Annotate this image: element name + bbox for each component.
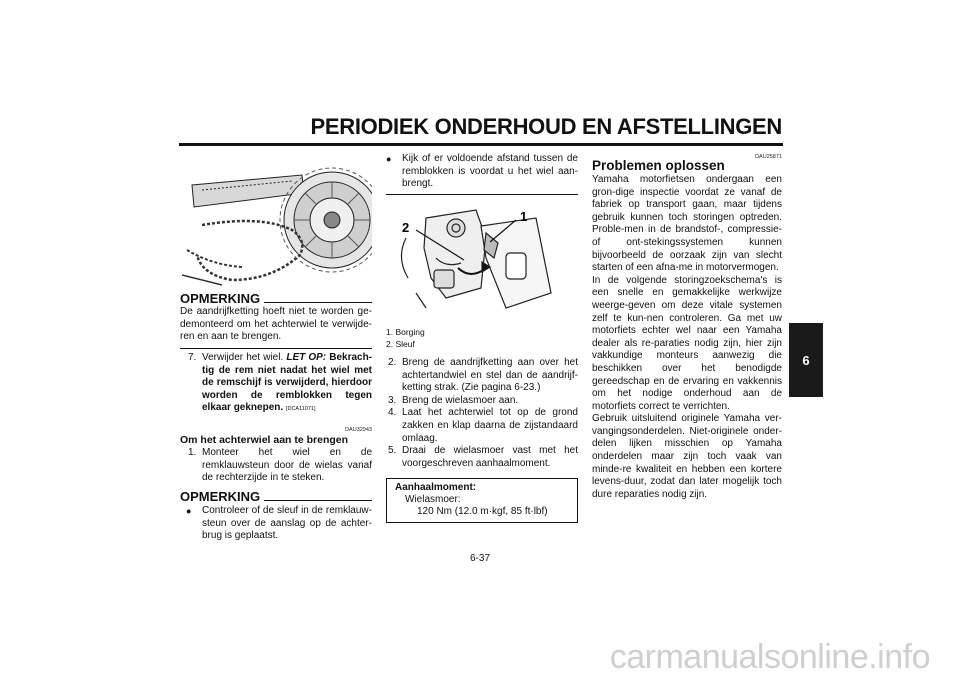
bullet-text: Kijk of er voldoende afstand tussen de remblokken is voordat u het wiel aan-brengt.	[402, 153, 578, 190]
torque-box	[386, 478, 578, 523]
section-code: DAU32943	[345, 427, 372, 433]
install-step	[388, 357, 578, 395]
note-heading-1	[180, 291, 372, 306]
note-bullet-2	[386, 153, 578, 191]
section-heading: Om het achterwiel aan te brengen	[180, 434, 349, 446]
note-heading-label: OPMERKING	[180, 489, 261, 504]
torque-title: Aanhaalmoment:	[395, 482, 477, 493]
bullet-icon: ●	[186, 506, 192, 516]
torque-label: Wielasmoer:	[405, 494, 461, 505]
section-heading: Problemen oplossen	[592, 158, 725, 173]
callout-1: 1	[520, 209, 528, 224]
header-rule	[179, 143, 783, 146]
note-rule	[264, 302, 372, 303]
step-text: Breng de wielasmoer aan.	[402, 394, 519, 406]
paragraph-2: In de volgende storingzoekschema's is een snelle en gemakkelijke werkwijze weerge-geven om deze vitale systemen zelf te kun-nen controleren. Ga met uw motorfiets echter wel naar een Yamaha dealer als re-paraties nodig zijn, hier zijn vakkundige monteurs aanwezig die beschikken over het benodigde gereedschap en de ervaring en vakkennis om het nodige onderhoud aan de motorfiets correct te verrichten.	[592, 274, 782, 412]
step-text: Draai de wielasmoer vast met het voorgeschreven aanhaalmoment.	[402, 445, 578, 469]
step-number: 2.	[388, 357, 397, 368]
step-text: Monteer het wiel en de remklauwsteun door de wielas vanaf de rechterzijde in te steken.	[202, 447, 372, 484]
caution-text: Bekrach-tig de rem niet nadat het wiel met de remschijf is verwijderd, hierdoor worden de remblokken tegen elkaar geknepen.	[202, 352, 373, 414]
section-code: DAU25871	[755, 154, 782, 160]
install-step-1	[188, 447, 372, 485]
figure-caption	[386, 326, 578, 350]
right-text	[592, 174, 782, 501]
step-text: Breng de aandrijfketting aan over het achtertandwiel en stel dan de aandrijf-ketting strak. (Zie pagina 6-23.)	[402, 357, 578, 394]
note-end-rule	[180, 348, 372, 349]
callout-2: 2	[402, 220, 410, 235]
torque-value: 120 Nm (12.0 m·kgf, 85 ft·lbf)	[417, 506, 548, 517]
step-text: Laat het achterwiel tot op de grond zakken en klap daarna de zijstandaard omlaag.	[402, 407, 578, 444]
step-number: 7.	[188, 352, 197, 363]
caption-item-2: 2. Sleuf	[386, 339, 415, 349]
step-7-text: Verwijder het wiel.	[202, 352, 284, 363]
paragraph-1: Yamaha motorfietsen ondergaan een gron-dige inspectie voordat ze vanaf de fabriek op transport gaan, maar tijdens gebruik kunnen toch storingen optreden. Proble-men in de brandstof-, compressie- of ont-stekingssystemen kunnen bijvoorbeeld de oorzaak zijn van slecht starten of een afna-me in motorvermogen.	[592, 174, 782, 274]
caution-code: [DCA11071]	[285, 406, 316, 413]
bullet-text: Controleer of de sleuf in de remklauw-steun over de aanslag op de achter-brug is geplaatst.	[202, 505, 372, 542]
step-number: 4.	[388, 407, 397, 419]
page-number: 6-37	[469, 553, 490, 564]
chapter-tab	[789, 323, 823, 397]
page-title: PERIODIEK ONDERHOUD EN AFSTELLINGEN	[310, 114, 782, 139]
chapter-number: 6	[802, 352, 810, 368]
brake-bracket-illustration	[386, 198, 578, 323]
note-end-rule	[386, 194, 578, 195]
install-step	[388, 445, 578, 470]
install-steps	[388, 357, 578, 470]
note-heading-2	[180, 489, 372, 504]
caption-item-1: 1. Borging	[386, 327, 425, 337]
chain-wheel-illustration	[182, 155, 372, 290]
paragraph-3: Gebruik uitsluitend originele Yamaha ver-vangingsonderdelen. Niet-originele onder-delen lijken misschien op Yamaha onderdelen maar zijn toch vaak van minde-re kwaliteit en hebben een kortere levens-duur, zodat dan later mogelijk toch dure reparaties nodig zijn.	[592, 413, 782, 500]
note-rule	[264, 500, 372, 501]
install-step	[388, 395, 578, 408]
step-number: 5.	[388, 445, 397, 457]
bullet-icon: ●	[386, 154, 392, 164]
note-heading-label: OPMERKING	[180, 291, 261, 306]
step-number: 1.	[188, 447, 197, 458]
note-bullet-1	[186, 505, 372, 543]
note-text-1: De aandrijfketting hoeft niet te worden ge-demonteerd om het achterwiel te verwijde-ren en aan te brengen.	[180, 306, 372, 343]
caution-label: LET OP:	[286, 352, 327, 363]
watermark: carmanualsonline.info	[609, 638, 930, 676]
install-step	[388, 407, 578, 445]
step-7	[188, 352, 372, 416]
step-number: 3.	[388, 394, 397, 406]
step-text	[202, 352, 372, 416]
